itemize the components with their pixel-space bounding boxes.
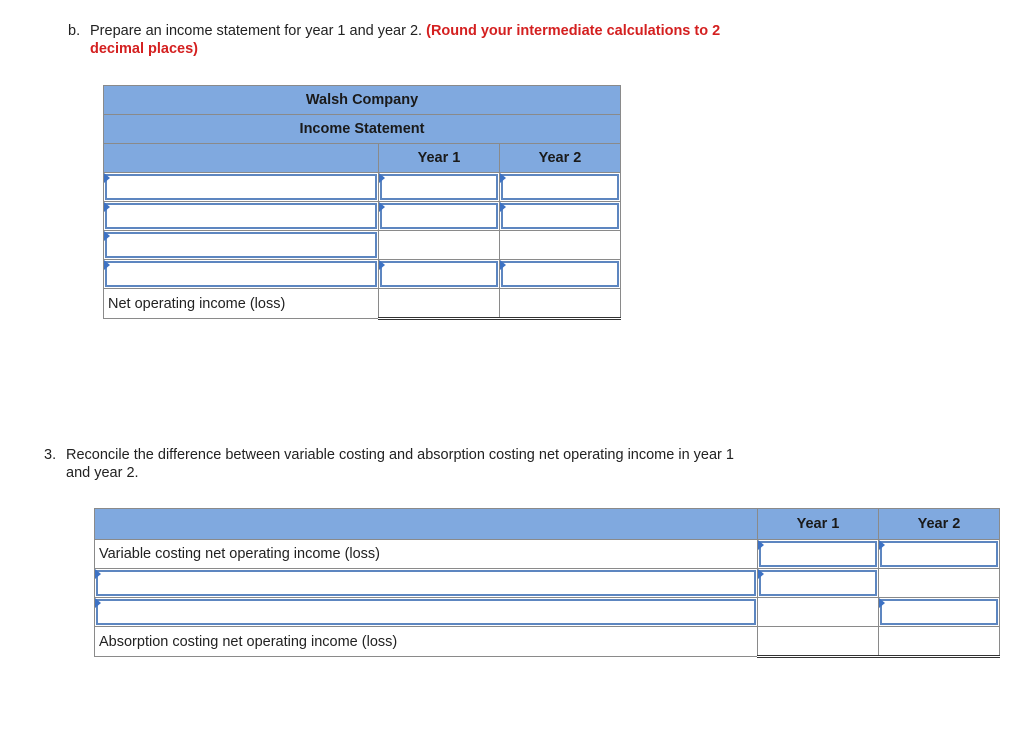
part-3-text: Reconcile the difference between variable costing and absorption costing net operating income in year 1 xyxy=(66,447,734,463)
adj-row2-year2-input[interactable] xyxy=(880,599,998,625)
adj-row1-year2-cell[interactable] xyxy=(879,569,1000,598)
col-year1-header: Year 1 xyxy=(758,509,879,540)
row4-year2-cell xyxy=(500,260,621,289)
row1-label-cell xyxy=(104,173,379,202)
row4-year2-input[interactable] xyxy=(501,261,619,287)
variable-year2-cell xyxy=(879,540,1000,569)
statement-title: Income Statement xyxy=(104,115,621,144)
adj-row1-label-input[interactable] xyxy=(96,570,756,596)
col-year1-header: Year 1 xyxy=(379,144,500,173)
dropdown-marker-icon xyxy=(104,202,110,212)
dropdown-marker-icon xyxy=(500,202,506,212)
adj-row2-year2-cell xyxy=(879,598,1000,627)
row3-label-input[interactable] xyxy=(105,232,377,258)
part-b-label: b. xyxy=(68,23,81,39)
row4-label-input[interactable] xyxy=(105,261,377,287)
row4-label-cell xyxy=(104,260,379,289)
row2-label-cell xyxy=(104,202,379,231)
col-year2-header: Year 2 xyxy=(879,509,1000,540)
dropdown-marker-icon xyxy=(879,540,885,550)
part-b-text: Prepare an income statement for year 1 and year 2. xyxy=(90,23,423,39)
net-operating-income-label: Net operating income (loss) xyxy=(104,289,379,319)
dropdown-marker-icon xyxy=(104,173,110,183)
absorption-year2-cell[interactable] xyxy=(879,627,1000,657)
reconciliation-table xyxy=(94,508,1000,658)
adj-row2-year1-cell[interactable] xyxy=(758,598,879,627)
absorption-costing-label: Absorption costing net operating income (loss) xyxy=(95,627,758,657)
dropdown-marker-icon xyxy=(379,173,385,183)
dropdown-marker-icon xyxy=(758,569,764,579)
row4-year1-input[interactable] xyxy=(380,261,498,287)
header-blank xyxy=(95,509,758,540)
row1-year1-cell xyxy=(379,173,500,202)
net-income-year1-cell[interactable] xyxy=(379,289,500,319)
rounding-note-cont: decimal places) xyxy=(90,41,198,57)
absorption-year1-cell[interactable] xyxy=(758,627,879,657)
row3-year1-cell[interactable] xyxy=(379,231,500,260)
part-3-instructions xyxy=(44,446,804,482)
header-blank xyxy=(104,144,379,173)
dropdown-marker-icon xyxy=(500,260,506,270)
dropdown-marker-icon xyxy=(500,173,506,183)
adj-row2-label-input[interactable] xyxy=(96,599,756,625)
rounding-note: (Round your intermediate calculations to 2 xyxy=(426,23,721,39)
row2-year1-input[interactable] xyxy=(380,203,498,229)
row3-label-cell xyxy=(104,231,379,260)
dropdown-marker-icon xyxy=(95,598,101,608)
dropdown-marker-icon xyxy=(758,540,764,550)
variable-costing-label: Variable costing net operating income (loss) xyxy=(95,540,758,569)
col-year2-header: Year 2 xyxy=(500,144,621,173)
adj-row2-label-cell xyxy=(95,598,758,627)
adj-row1-year1-cell xyxy=(758,569,879,598)
row1-year2-cell xyxy=(500,173,621,202)
variable-year2-input[interactable] xyxy=(880,541,998,567)
part-b-instructions xyxy=(68,22,828,58)
dropdown-marker-icon xyxy=(879,598,885,608)
variable-year1-cell xyxy=(758,540,879,569)
row4-year1-cell xyxy=(379,260,500,289)
part-3-text-cont: and year 2. xyxy=(66,465,139,481)
dropdown-marker-icon xyxy=(104,260,110,270)
dropdown-marker-icon xyxy=(379,260,385,270)
adj-row1-label-cell xyxy=(95,569,758,598)
row1-year1-input[interactable] xyxy=(380,174,498,200)
row2-year2-input[interactable] xyxy=(501,203,619,229)
row1-label-input[interactable] xyxy=(105,174,377,200)
income-statement-table xyxy=(103,85,621,320)
dropdown-marker-icon xyxy=(95,569,101,579)
row3-year2-cell[interactable] xyxy=(500,231,621,260)
net-income-year2-cell[interactable] xyxy=(500,289,621,319)
row2-year1-cell xyxy=(379,202,500,231)
dropdown-marker-icon xyxy=(379,202,385,212)
row1-year2-input[interactable] xyxy=(501,174,619,200)
company-name: Walsh Company xyxy=(104,86,621,115)
dropdown-marker-icon xyxy=(104,231,110,241)
variable-year1-input[interactable] xyxy=(759,541,877,567)
part-3-label: 3. xyxy=(44,447,57,463)
adj-row1-year1-input[interactable] xyxy=(759,570,877,596)
row2-year2-cell xyxy=(500,202,621,231)
row2-label-input[interactable] xyxy=(105,203,377,229)
